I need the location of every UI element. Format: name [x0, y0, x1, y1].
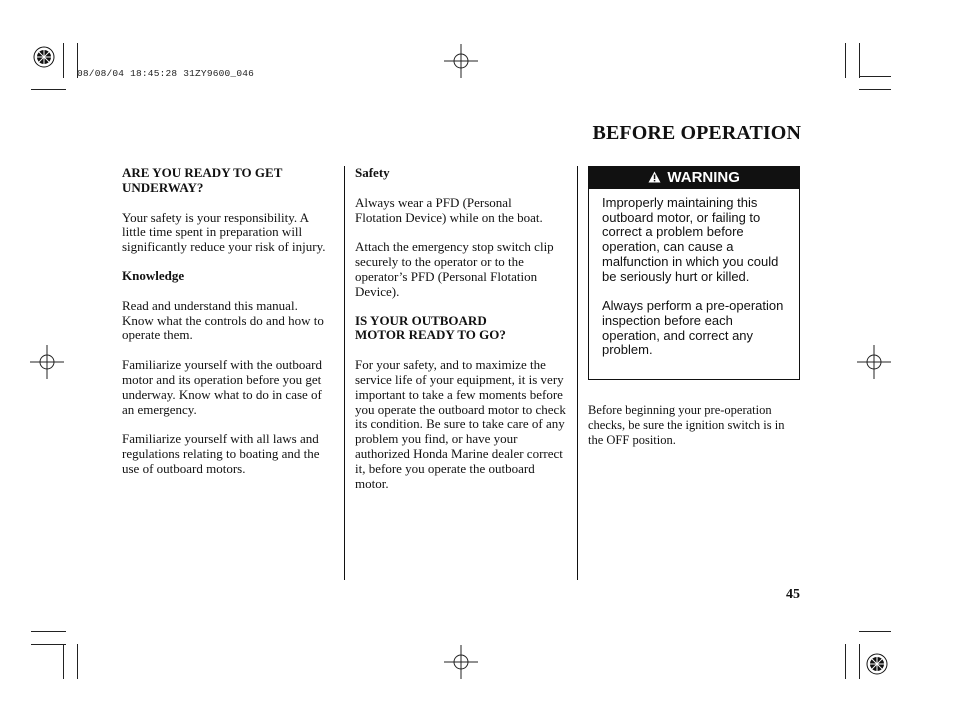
- color-target-icon: [33, 46, 55, 68]
- column-middle: [355, 166, 571, 491]
- warning-triangle-icon: [648, 171, 664, 185]
- registration-crosshair-icon: [857, 345, 891, 379]
- print-stamp: 08/08/04 18:45:28 31ZY9600_046: [77, 68, 255, 79]
- paragraph-read-manual: Read and understand this manual. Know what the controls do and how to operate them.: [122, 297, 324, 343]
- heading-knowledge: Knowledge: [122, 267, 185, 283]
- paragraph-pfd: Always wear a PFD (Personal Flotation Device) while on the boat.: [355, 194, 543, 225]
- paragraph-stop-switch: Attach the emergency stop switch clip securely to the operator or to the operator’s PFD (Personal Flotation Device).: [355, 239, 554, 299]
- column-right-text: [588, 403, 802, 447]
- warning-text-hazard: Improperly maintaining this outboard motor, or failing to correct a problem before operation, can cause a malfunction in which you could be seriously hurt or killed.: [602, 195, 779, 284]
- column-divider: [577, 166, 578, 580]
- warning-box: [588, 166, 800, 380]
- registration-crosshair-icon: [444, 645, 478, 679]
- page-title: BEFORE OPERATION: [592, 122, 801, 144]
- warning-body: [589, 189, 799, 358]
- page-number: 45: [786, 587, 800, 602]
- column-divider: [344, 166, 345, 580]
- warning-label: WARNING: [667, 169, 740, 186]
- heading-safety: Safety: [355, 165, 390, 180]
- paragraph-safety-responsibility: Your safety is your responsibility. A little time spent in preparation will significantly reduce your risk of injury.: [122, 209, 326, 255]
- paragraph-familiarize-motor: Familiarize yourself with the outboard motor and its operation before you get underway. Know what to do in case of an emergency.: [122, 357, 323, 417]
- color-target-icon: [866, 653, 888, 675]
- paragraph-familiarize-laws: Familiarize yourself with all laws and regulations relating to boating and the use of outboard motors.: [122, 431, 320, 476]
- heading-motor-ready: IS YOUR OUTBOARD MOTOR READY TO GO?: [355, 312, 506, 343]
- warning-header: [589, 167, 799, 189]
- registration-crosshair-icon: [444, 44, 478, 78]
- heading-ready-underway: ARE YOU READY TO GET UNDERWAY?: [122, 165, 283, 195]
- paragraph-service-life: For your safety, and to maximize the service life of your equipment, it is very important to take a few moments before you operate the outboard motor to check its condition. Be sure to take care of any problem you find, or have your authorized Honda Marine dealer correct it, before you operate the outboard motor.: [355, 357, 566, 491]
- warning-text-instruction: Always perform a pre-operation inspection before each operation, and correct any problem.: [602, 298, 784, 358]
- paragraph-ignition-off: Before beginning your pre-operation checks, be sure the ignition switch is in the OFF position.: [588, 403, 785, 447]
- column-left: [122, 166, 332, 477]
- registration-crosshair-icon: [30, 345, 64, 379]
